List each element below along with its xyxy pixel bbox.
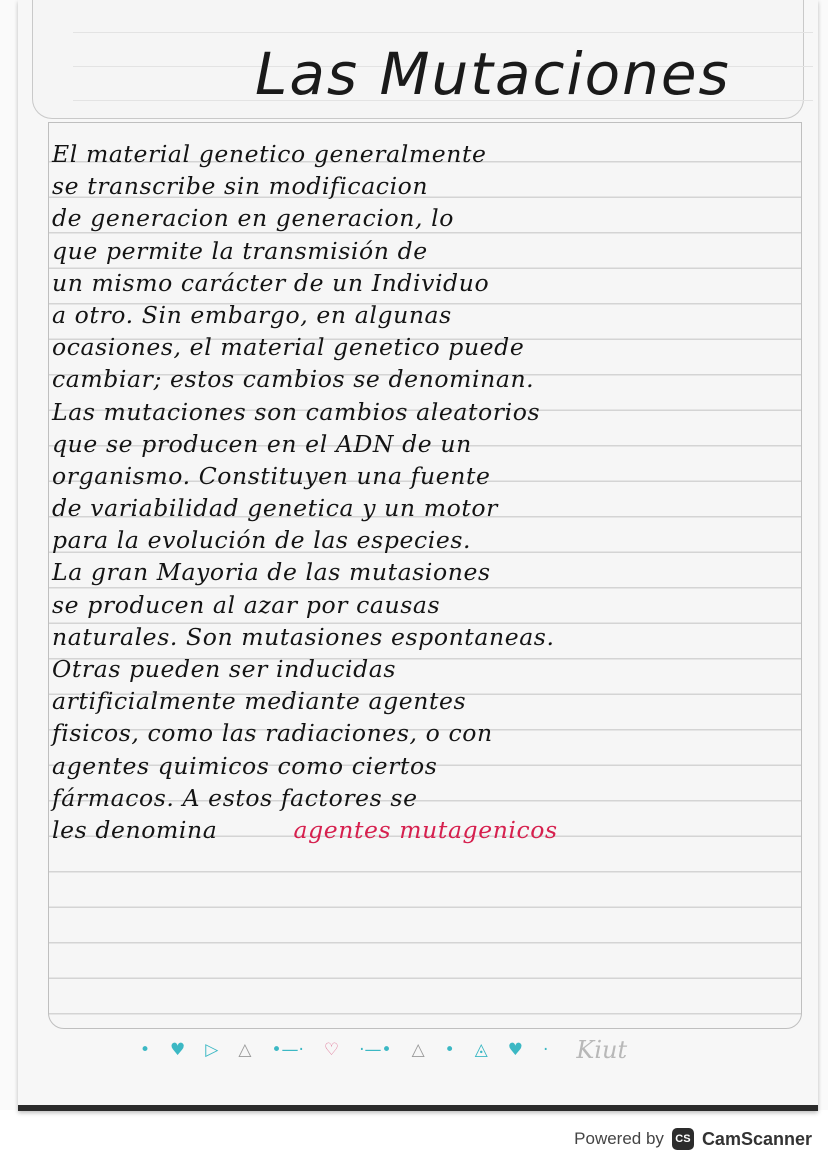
highlighted-term: agentes mutagenicos bbox=[293, 815, 558, 844]
text-line: La gran Mayoria de las mutasiones bbox=[52, 558, 491, 587]
text-line: El material genetico generalmente bbox=[52, 140, 487, 168]
text-line: Las mutaciones son cambios aleatorios bbox=[52, 397, 541, 426]
camscanner-logo-icon: CS bbox=[672, 1128, 694, 1150]
heart-icon: ♥ bbox=[170, 1040, 186, 1060]
dot-icon: • bbox=[140, 1040, 151, 1060]
heart-outline-icon: ♡ bbox=[323, 1040, 340, 1060]
triangle-outline-icon: △ bbox=[411, 1040, 425, 1060]
brand-mark: Kiut bbox=[576, 1036, 628, 1064]
dash-dots-icon: •—· bbox=[271, 1040, 304, 1060]
text-line: naturales. Son mutasiones espontaneas. bbox=[52, 622, 555, 651]
triangle-icon: ▷ bbox=[205, 1040, 219, 1060]
page-title: Las Mutaciones bbox=[255, 40, 731, 108]
text-line: de variabilidad genetica y un motor bbox=[52, 494, 498, 523]
text-line: ocasiones, el material genetico puede bbox=[52, 333, 525, 362]
text-line: fármacos. A estos factores se bbox=[52, 783, 418, 812]
camscanner-name: CamScanner bbox=[701, 1128, 812, 1149]
dash-dots-icon: ·—• bbox=[359, 1040, 392, 1060]
powered-by-label: Powered by bbox=[574, 1129, 664, 1148]
text-line: un mismo carácter de un Individuo bbox=[52, 268, 490, 297]
text-line: agentes quimicos como ciertos bbox=[52, 751, 438, 780]
handwritten-text bbox=[52, 138, 792, 846]
text-line: que se producen en el ADN de un bbox=[52, 429, 472, 458]
triangle-icon: ◬ bbox=[474, 1040, 488, 1060]
heart-icon: ♥ bbox=[507, 1040, 523, 1060]
text-line: de generacion en generacion, lo bbox=[52, 204, 455, 233]
text-line: organismo. Constituyen una fuente bbox=[52, 461, 491, 490]
text-line: para la evolución de las especies. bbox=[52, 526, 472, 555]
scanner-watermark bbox=[574, 1122, 812, 1156]
text-line: fisicos, como las radiaciones, o con bbox=[52, 719, 493, 748]
text-line: a otro. Sin embargo, en algunas bbox=[52, 300, 452, 329]
text-line-final bbox=[52, 814, 792, 846]
text-line: que permite la transmisión de bbox=[52, 236, 428, 265]
text-line: se transcribe sin modificacion bbox=[52, 172, 429, 201]
text-line: se producen al azar por causas bbox=[52, 590, 441, 619]
dot-icon: • bbox=[444, 1040, 455, 1060]
triangle-outline-icon: △ bbox=[238, 1040, 252, 1060]
footer-decoration bbox=[140, 1030, 780, 1070]
text-line: artificialmente mediante agentes bbox=[52, 687, 467, 716]
dot-icon: · bbox=[543, 1040, 549, 1060]
header-rule bbox=[73, 32, 813, 33]
text-line: cambiar; estos cambios se denominan. bbox=[52, 365, 535, 394]
final-line-text: les denomina bbox=[52, 815, 218, 844]
text-line: Otras pueden ser inducidas bbox=[52, 655, 397, 683]
